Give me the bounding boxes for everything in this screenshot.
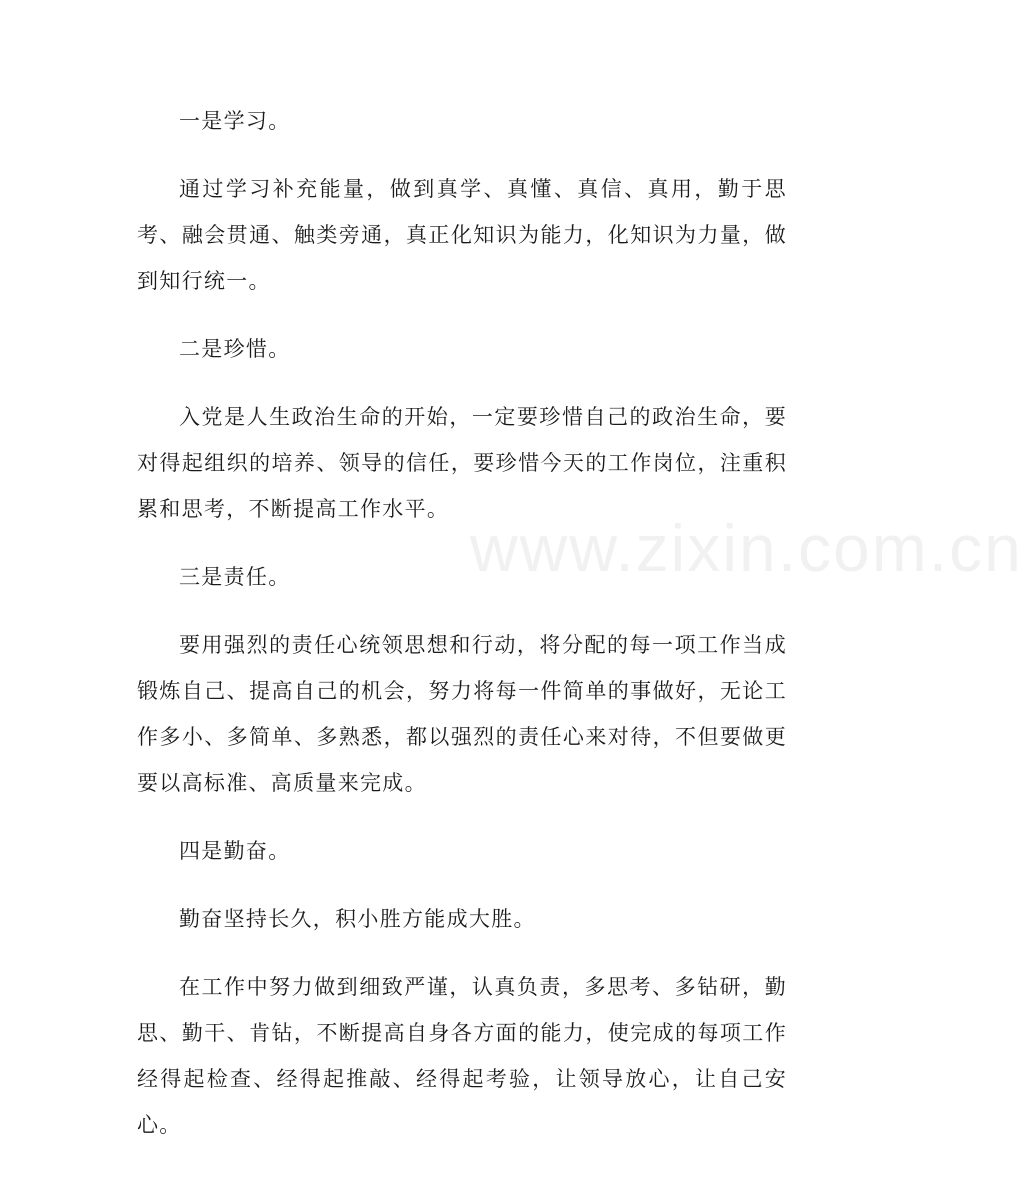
heading-diligence: 四是勤奋。: [179, 839, 291, 863]
heading-responsibility: 三是责任。: [179, 565, 291, 589]
heading-cherish: 二是珍惜。: [179, 337, 291, 361]
paragraph-learning: 通过学习补充能量，做到真学、真懂、真信、真用，勤于思考、融会贯通、触类旁通，真正化知识为能力，化知识为力量，做到知行统一。: [137, 177, 787, 293]
paragraph-cherish: 入党是人生政治生命的开始，一定要珍惜自己的政治生命，要对得起组织的培养、领导的信任，要珍惜今天的工作岗位，注重积累和思考，不断提高工作水平。: [137, 405, 787, 521]
paragraph-diligence-detail: 在工作中努力做到细致严谨，认真负责，多思考、多钻研，勤思、勤干、肯钻，不断提高自身各方面的能力，使完成的每项工作经得起检查、经得起推敲、经得起考验，让领导放心，让自己安心。: [137, 975, 787, 1137]
heading-learning: 一是学习。: [179, 109, 291, 133]
watermark: www.zixin.com.cn: [470, 511, 1023, 585]
paragraph-responsibility: 要用强烈的责任心统领思想和行动，将分配的每一项工作当成锻炼自己、提高自己的机会，努力将每一件简单的事做好，无论工作多小、多简单、多熟悉，都以强烈的责任心来对待，不但要做更要以高标准、高质量来完成。: [137, 633, 787, 795]
paragraph-diligence-short: 勤奋坚持长久，积小胜方能成大胜。: [179, 907, 536, 931]
document-body: [137, 98, 787, 1170]
